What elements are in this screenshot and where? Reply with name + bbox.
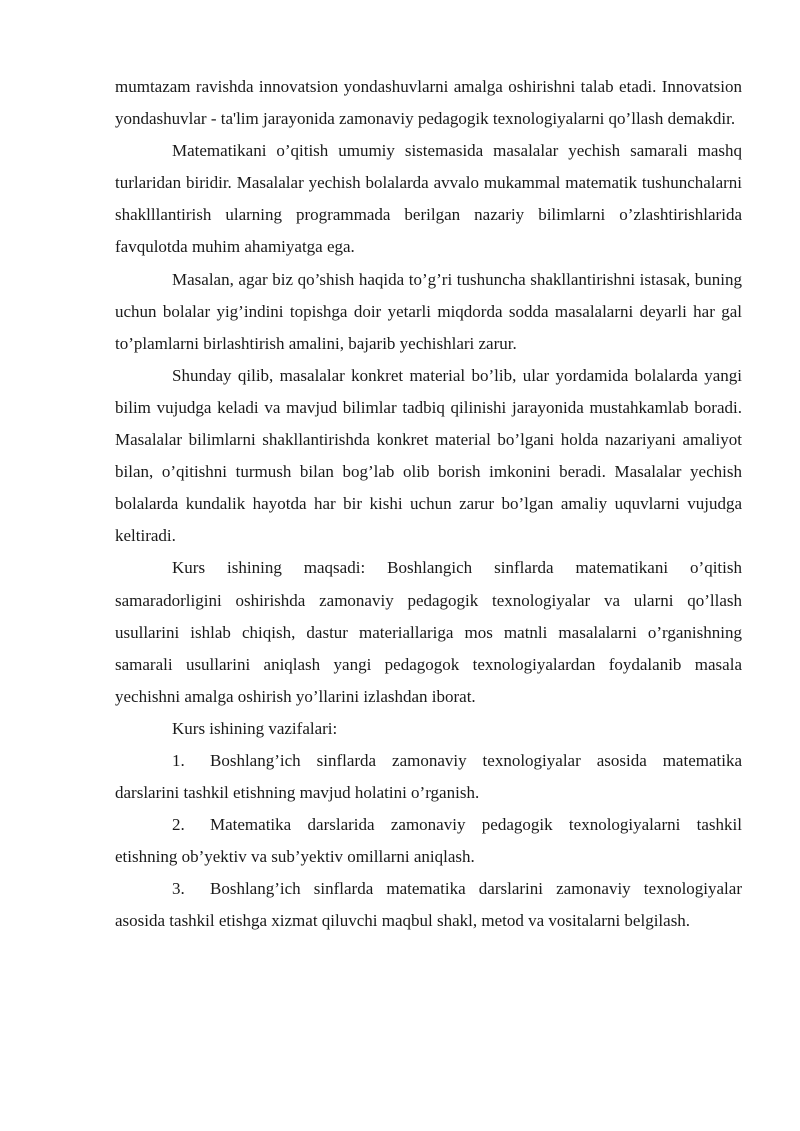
paragraph-course-tasks-heading: Kurs ishining vazifalari:	[172, 718, 338, 738]
list-item-number: 1.	[172, 750, 185, 770]
list-item	[115, 873, 742, 937]
paragraph-course-goal: Kurs ishining maqsadi: Boshlangich sinflarda matematikani o’qitish samaradorligini oshirishda zamonaviy pedagogik texnologiyalar va ularni qo’llash usullarini ishlab chiqish, dastur materiallariga mos matnli masalalarni o’rganishning samarali usullarini aniqlash yangi pedagogok texnologiyalardan foydalanib masala yechishni amalga oshirish yo’llarini izlashdan iborat.	[115, 558, 742, 706]
paragraph-concrete-material: Shunday qilib, masalalar konkret material bo’lib, ular yordamida bolalarda yangi bilim vujudga keladi va mavjud bilimlar tadbiq qilinishi jarayonida mustahkamlab boradi. Masalalar bilimlarni shakllantirishda konkret material bo’lgani holda nazariyani amaliyot bilan, o’qitishni turmush bilan bog’lab olib borish imkonini beradi. Masalalar yechish bolalarda kundalik hayotda har bir kishi uchun zarur bo’lgan amaliy uquvlarni vujudga keltiradi.	[115, 365, 742, 546]
list-item-number: 3.	[172, 879, 185, 899]
list-item	[115, 809, 742, 873]
paragraph-addition-example: Masalan, agar biz qo’shish haqida to’g’ri tushuncha shakllantirishni istasak, buning uchun bolalar yig’indini topishga doir yetarli miqdorda sodda masalalarni deyarli har gal to’plamlarni birlashtirish amalini, bajarib yechishlari zarur.	[115, 269, 742, 353]
paragraph-continuation: mumtazam ravishda innovatsion yondashuvlarni amalga oshirishni talab etadi. Innovatsion yondashuvlar - ta'lim jarayonida zamonaviy pedagogik texnologiyalarni qo’llash demakdir.	[115, 77, 742, 129]
list-item-text: Boshlang’ich sinflarda zamonaviy texnologiyalar asosida matematika darslarini tashkil etishning mavjud holatini o’rganish.	[115, 750, 742, 803]
list-item-text: Matematika darslarida zamonaviy pedagogik texnologiyalarni tashkil etishning ob’yektiv va sub’yektiv omillarni aniqlash.	[115, 815, 742, 867]
paragraph-problem-solving: Matematikani o’qitish umumiy sistemasida masalalar yechish samarali mashq turlaridan biridir. Masalalar yechish bolalarda avvalo mukammal matematik tushunchalarni shaklllantirish ularning programmada berilgan nazariy bilimlarni o’zlashtirishlarida favqulotda muhim ahamiyatga ega.	[115, 141, 742, 257]
list-item-text: Boshlang’ich sinflarda matematika darslarini zamonaviy texnologiyalar asosida tashkil etishga xizmat qiluvchi maqbul shakl, metod va vositalarni belgilash.	[115, 879, 742, 931]
document-body	[115, 71, 742, 938]
list-item-number: 2.	[172, 815, 185, 835]
list-item	[115, 745, 742, 809]
